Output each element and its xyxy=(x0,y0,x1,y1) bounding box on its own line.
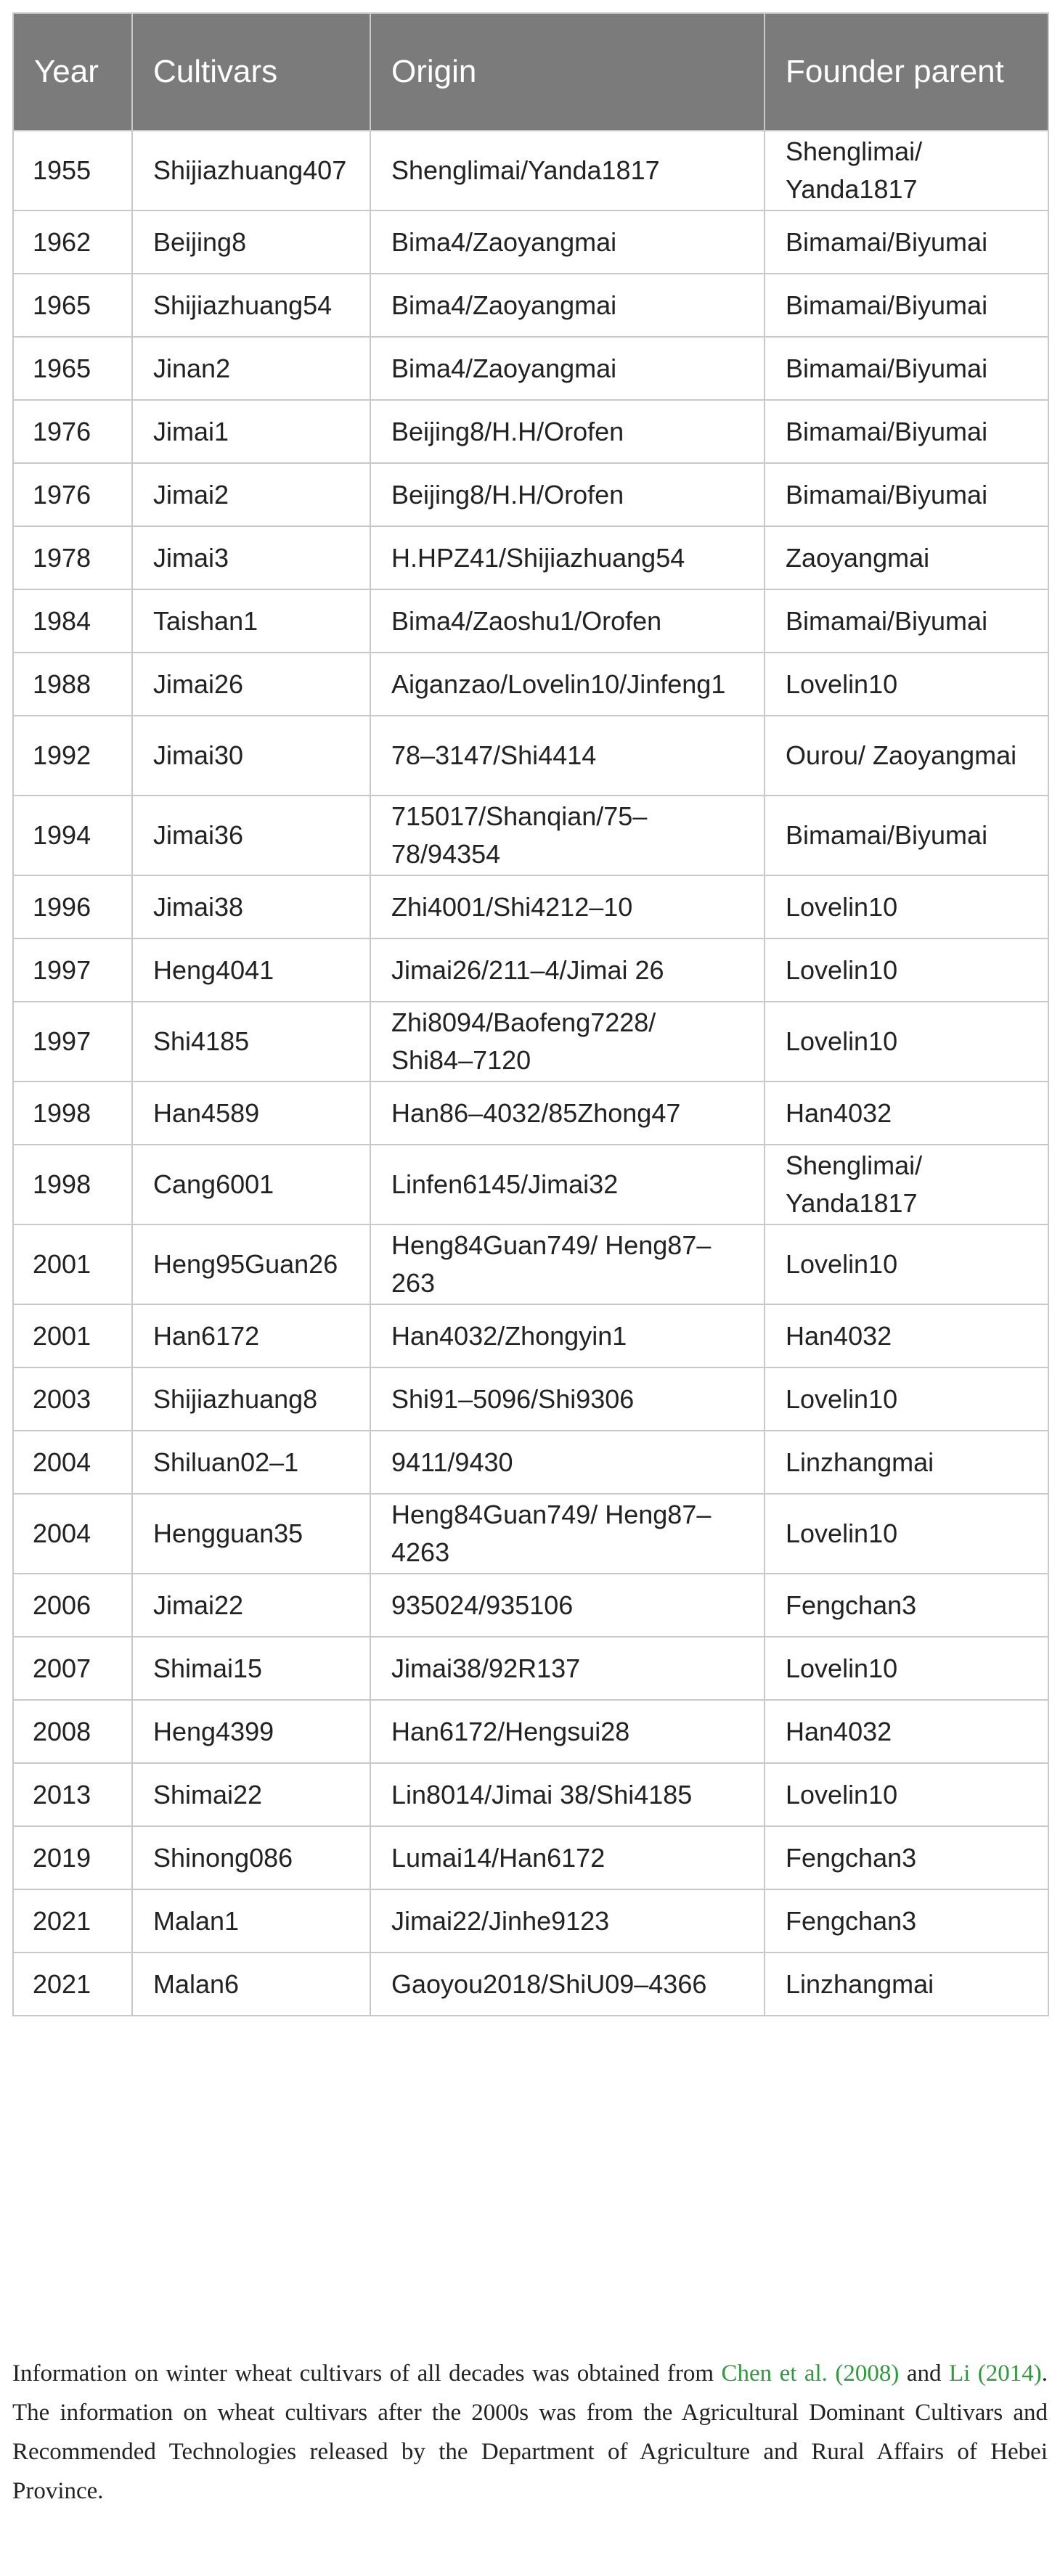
cell-founder-parent: Lovelin10 xyxy=(765,939,1048,1002)
citation-link-chen-2008[interactable]: Chen et al. (2008) xyxy=(721,2360,900,2387)
cell-cultivar: Malan6 xyxy=(132,1953,370,2016)
cell-origin: Zhi4001/Shi4212–10 xyxy=(370,875,765,939)
table-row xyxy=(13,1574,1048,1637)
table-row xyxy=(13,939,1048,1002)
cell-cultivar: Jimai22 xyxy=(132,1574,370,1637)
cell-year: 1976 xyxy=(13,463,132,526)
table-row xyxy=(13,1224,1048,1304)
footnote-text-3: . The information on wheat cultivars after the 2000s was from the Agricultural Dominant Cultivars and Recommended Technologies released by the Department of Agriculture and Rural Affairs of Hebei Province. xyxy=(12,2360,1048,2504)
cell-year: 1998 xyxy=(13,1145,132,1224)
cell-origin: Bima4/Zaoshu1/Orofen xyxy=(370,589,765,653)
cell-year: 1994 xyxy=(13,796,132,875)
table-footnote xyxy=(12,2354,1048,2511)
cell-founder-parent: Lovelin10 xyxy=(765,1224,1048,1304)
cell-origin: Heng84Guan749/ Heng87–263 xyxy=(370,1224,765,1304)
header-row xyxy=(13,13,1048,131)
cell-founder-parent: Fengchan3 xyxy=(765,1889,1048,1953)
cell-origin: Jimai38/92R137 xyxy=(370,1637,765,1700)
cell-year: 1997 xyxy=(13,939,132,1002)
cell-founder-parent: Han4032 xyxy=(765,1304,1048,1367)
cell-year: 2019 xyxy=(13,1826,132,1889)
cell-founder-parent: Bimamai/Biyumai xyxy=(765,210,1048,274)
footnote-text-1: Information on winter wheat cultivars of all decades was obtained from xyxy=(12,2360,722,2387)
cell-origin: Han6172/Hengsui28 xyxy=(370,1700,765,1763)
table-row xyxy=(13,1700,1048,1763)
table-body xyxy=(13,131,1048,2016)
table-row xyxy=(13,210,1048,274)
table-row xyxy=(13,1431,1048,1494)
cell-cultivar: Heng4399 xyxy=(132,1700,370,1763)
cell-origin: 935024/935106 xyxy=(370,1574,765,1637)
cell-year: 2021 xyxy=(13,1889,132,1953)
table-row xyxy=(13,1002,1048,1081)
cell-cultivar: Taishan1 xyxy=(132,589,370,653)
header-year: Year xyxy=(13,13,132,131)
cell-year: 1988 xyxy=(13,653,132,716)
cell-year: 1965 xyxy=(13,274,132,337)
cell-origin: 9411/9430 xyxy=(370,1431,765,1494)
cell-origin: Jimai22/Jinhe9123 xyxy=(370,1889,765,1953)
cell-origin: Jimai26/211–4/Jimai 26 xyxy=(370,939,765,1002)
cell-origin: H.HPZ41/Shijiazhuang54 xyxy=(370,526,765,589)
table-row xyxy=(13,589,1048,653)
cell-cultivar: Shi4185 xyxy=(132,1002,370,1081)
cell-founder-parent: Bimamai/Biyumai xyxy=(765,274,1048,337)
cell-founder-parent: Linzhangmai xyxy=(765,1953,1048,2016)
cell-year: 2004 xyxy=(13,1494,132,1574)
cell-year: 1996 xyxy=(13,875,132,939)
cell-origin: Shi91–5096/Shi9306 xyxy=(370,1367,765,1431)
cell-founder-parent: Bimamai/Biyumai xyxy=(765,463,1048,526)
cell-origin: Zhi8094/Baofeng7228/ Shi84–7120 xyxy=(370,1002,765,1081)
cell-year: 2006 xyxy=(13,1574,132,1637)
header-cultivars: Cultivars xyxy=(132,13,370,131)
cell-founder-parent: Lovelin10 xyxy=(765,1367,1048,1431)
table-row xyxy=(13,526,1048,589)
cell-cultivar: Shijiazhuang407 xyxy=(132,131,370,210)
cell-cultivar: Heng4041 xyxy=(132,939,370,1002)
cell-year: 2003 xyxy=(13,1367,132,1431)
cell-founder-parent: Lovelin10 xyxy=(765,1637,1048,1700)
cell-cultivar: Shimai22 xyxy=(132,1763,370,1826)
table-row xyxy=(13,1637,1048,1700)
cell-founder-parent: Zaoyangmai xyxy=(765,526,1048,589)
cultivars-table-container xyxy=(12,12,1048,2016)
cell-year: 1955 xyxy=(13,131,132,210)
cell-founder-parent: Bimamai/Biyumai xyxy=(765,796,1048,875)
cell-origin: Linfen6145/Jimai32 xyxy=(370,1145,765,1224)
cell-cultivar: Cang6001 xyxy=(132,1145,370,1224)
cell-founder-parent: Han4032 xyxy=(765,1081,1048,1145)
table-row xyxy=(13,1953,1048,2016)
cell-origin: Lumai14/Han6172 xyxy=(370,1826,765,1889)
cell-year: 2008 xyxy=(13,1700,132,1763)
cell-cultivar: Jimai1 xyxy=(132,400,370,463)
header-origin: Origin xyxy=(370,13,765,131)
cell-year: 1965 xyxy=(13,337,132,400)
cell-year: 2007 xyxy=(13,1637,132,1700)
cell-origin: Han4032/Zhongyin1 xyxy=(370,1304,765,1367)
citation-link-li-2014[interactable]: Li (2014) xyxy=(948,2360,1042,2387)
table-row xyxy=(13,875,1048,939)
table-row xyxy=(13,1494,1048,1574)
cell-origin: Han86–4032/85Zhong47 xyxy=(370,1081,765,1145)
header-founder-parent: Founder parent xyxy=(765,13,1048,131)
cell-origin: Gaoyou2018/ShiU09–4366 xyxy=(370,1953,765,2016)
table-row xyxy=(13,716,1048,796)
cell-cultivar: Han6172 xyxy=(132,1304,370,1367)
table-row xyxy=(13,796,1048,875)
table-row xyxy=(13,1763,1048,1826)
cell-year: 2013 xyxy=(13,1763,132,1826)
cell-origin: Bima4/Zaoyangmai xyxy=(370,210,765,274)
table-row xyxy=(13,400,1048,463)
cell-cultivar: Jimai36 xyxy=(132,796,370,875)
cell-founder-parent: Han4032 xyxy=(765,1700,1048,1763)
cell-founder-parent: Bimamai/Biyumai xyxy=(765,589,1048,653)
cell-cultivar: Jimai26 xyxy=(132,653,370,716)
table-row xyxy=(13,653,1048,716)
cell-origin: Beijing8/H.H/Orofen xyxy=(370,400,765,463)
cell-origin: Bima4/Zaoyangmai xyxy=(370,337,765,400)
cell-year: 1997 xyxy=(13,1002,132,1081)
table-header xyxy=(13,13,1048,131)
cell-cultivar: Shijiazhuang54 xyxy=(132,274,370,337)
cell-origin: Bima4/Zaoyangmai xyxy=(370,274,765,337)
cell-cultivar: Jimai3 xyxy=(132,526,370,589)
table-row xyxy=(13,1304,1048,1367)
cell-founder-parent: Ourou/ Zaoyangmai xyxy=(765,716,1048,796)
cell-origin: Heng84Guan749/ Heng87–4263 xyxy=(370,1494,765,1574)
cell-year: 1962 xyxy=(13,210,132,274)
cell-cultivar: Heng95Guan26 xyxy=(132,1224,370,1304)
cell-cultivar: Jimai30 xyxy=(132,716,370,796)
footnote-text-2: and xyxy=(899,2360,949,2387)
table-row xyxy=(13,337,1048,400)
cell-year: 1992 xyxy=(13,716,132,796)
cell-year: 2004 xyxy=(13,1431,132,1494)
cell-cultivar: Jimai38 xyxy=(132,875,370,939)
table-row xyxy=(13,1889,1048,1953)
cell-cultivar: Shiluan02–1 xyxy=(132,1431,370,1494)
cell-founder-parent: Linzhangmai xyxy=(765,1431,1048,1494)
table-row xyxy=(13,1367,1048,1431)
table-row xyxy=(13,1081,1048,1145)
cell-origin: 715017/Shanqian/75– 78/94354 xyxy=(370,796,765,875)
table-row xyxy=(13,1826,1048,1889)
cell-founder-parent: Lovelin10 xyxy=(765,1002,1048,1081)
cell-cultivar: Han4589 xyxy=(132,1081,370,1145)
cell-cultivar: Jimai2 xyxy=(132,463,370,526)
cell-cultivar: Shinong086 xyxy=(132,1826,370,1889)
table-row xyxy=(13,463,1048,526)
cell-year: 1976 xyxy=(13,400,132,463)
cell-year: 1978 xyxy=(13,526,132,589)
cell-cultivar: Shimai15 xyxy=(132,1637,370,1700)
cell-origin: 78–3147/Shi4414 xyxy=(370,716,765,796)
cell-cultivar: Jinan2 xyxy=(132,337,370,400)
cell-year: 1984 xyxy=(13,589,132,653)
cell-cultivar: Hengguan35 xyxy=(132,1494,370,1574)
cell-founder-parent: Lovelin10 xyxy=(765,875,1048,939)
cell-cultivar: Malan1 xyxy=(132,1889,370,1953)
cell-founder-parent: Shenglimai/ Yanda1817 xyxy=(765,131,1048,210)
table-row xyxy=(13,1145,1048,1224)
cell-founder-parent: Lovelin10 xyxy=(765,1763,1048,1826)
cell-founder-parent: Bimamai/Biyumai xyxy=(765,400,1048,463)
cell-origin: Beijing8/H.H/Orofen xyxy=(370,463,765,526)
cell-year: 1998 xyxy=(13,1081,132,1145)
table-row xyxy=(13,131,1048,210)
table-row xyxy=(13,274,1048,337)
cell-origin: Lin8014/Jimai 38/Shi4185 xyxy=(370,1763,765,1826)
cell-year: 2001 xyxy=(13,1304,132,1367)
cell-founder-parent: Fengchan3 xyxy=(765,1574,1048,1637)
cell-founder-parent: Shenglimai/ Yanda1817 xyxy=(765,1145,1048,1224)
cell-founder-parent: Fengchan3 xyxy=(765,1826,1048,1889)
cultivars-table xyxy=(12,12,1049,2016)
cell-founder-parent: Lovelin10 xyxy=(765,653,1048,716)
cell-founder-parent: Lovelin10 xyxy=(765,1494,1048,1574)
cell-origin: Aiganzao/Lovelin10/Jinfeng1 xyxy=(370,653,765,716)
cell-cultivar: Beijing8 xyxy=(132,210,370,274)
cell-founder-parent: Bimamai/Biyumai xyxy=(765,337,1048,400)
cell-origin: Shenglimai/Yanda1817 xyxy=(370,131,765,210)
cell-cultivar: Shijiazhuang8 xyxy=(132,1367,370,1431)
cell-year: 2001 xyxy=(13,1224,132,1304)
cell-year: 2021 xyxy=(13,1953,132,2016)
